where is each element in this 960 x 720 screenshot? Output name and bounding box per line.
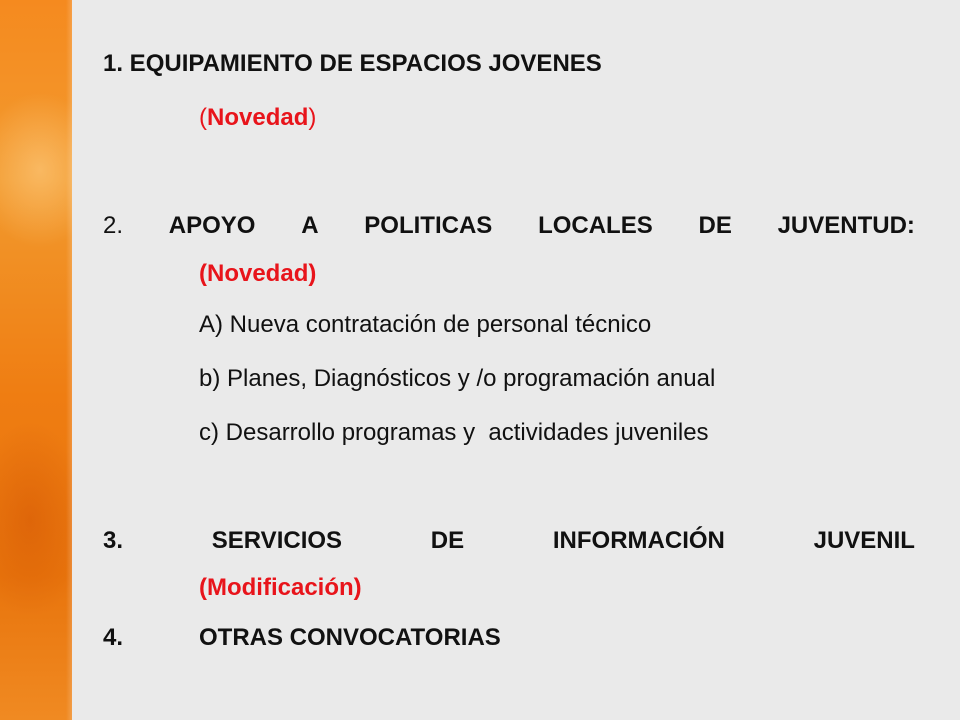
item-4-number: 4.	[103, 624, 124, 651]
item-2-word: A	[301, 212, 319, 239]
slide-content	[103, 0, 915, 720]
item-3-word: INFORMACIÓN	[552, 527, 725, 554]
item-2-subitem-c: c) Desarrollo programas y actividades juveniles	[199, 419, 709, 446]
item-2-title	[103, 211, 915, 241]
item-3-word: DE	[430, 527, 465, 554]
item-4-title: OTRAS CONVOCATORIAS	[199, 624, 501, 651]
item-2-note: (Novedad)	[199, 260, 317, 287]
item-2-word: DE	[698, 212, 732, 239]
item-2-subitem-a: A) Nueva contratación de personal técnico	[199, 311, 652, 338]
item-3-title	[103, 526, 915, 556]
item-1-note: (Novedad)	[199, 104, 317, 131]
item-3-word: 3.	[103, 527, 124, 554]
item-2-number: 2.	[103, 212, 124, 239]
orange-side-bar	[0, 0, 72, 720]
item-2-word: APOYO	[168, 212, 256, 239]
item-2-word: LOCALES	[538, 212, 653, 239]
item-2-word: POLITICAS	[364, 212, 493, 239]
item-3-word: SERVICIOS	[211, 527, 343, 554]
item-1-title: 1. EQUIPAMIENTO DE ESPACIOS JOVENES	[103, 50, 602, 77]
item-2-subitem-b: b) Planes, Diagnósticos y /o programación anual	[199, 365, 716, 392]
item-2-word: JUVENTUD:	[777, 212, 915, 239]
item-3-word: JUVENIL	[813, 527, 915, 554]
item-3-note: (Modificación)	[199, 574, 362, 601]
